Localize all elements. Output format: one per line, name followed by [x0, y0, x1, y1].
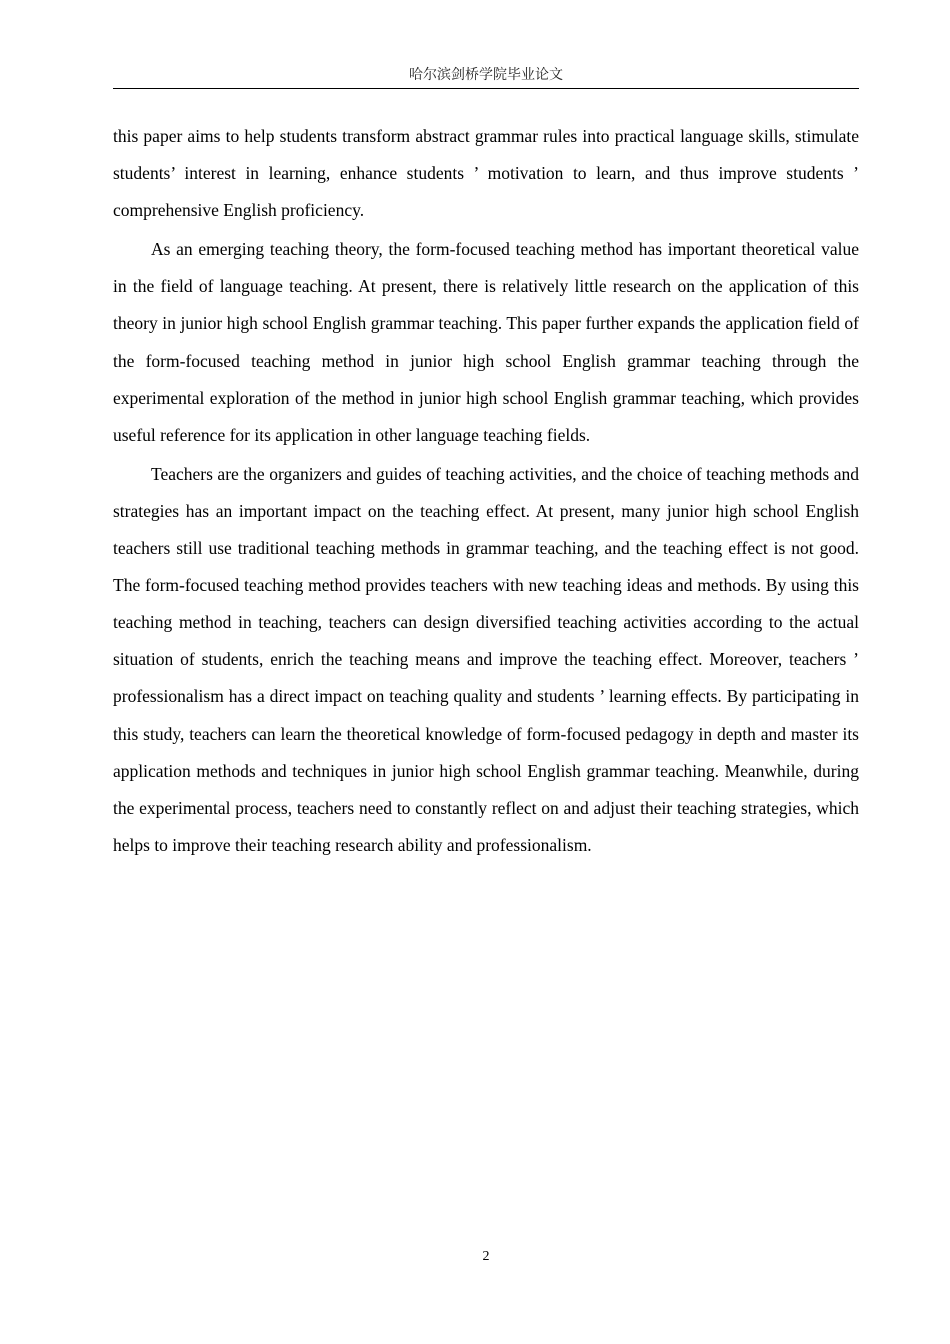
running-header-title: 哈尔滨剑桥学院毕业论文 [409, 67, 563, 83]
paragraph-teacher-impact: Teachers are the organizers and guides of teaching activities, and the choice of teaching methods and strategies has an important impact on the teaching effect. At present, many junior high school English teachers still use traditional teaching methods in grammar teaching, and the teaching effect is not good. The form-focused teaching method provides teachers with new teaching ideas and methods. By using this teaching method in teaching, teachers can design diversified teaching activities according to the actual situation of students, enrich the teaching means and improve the teaching effect. Moreover, teachers ’ professionalism has a direct impact on teaching quality and students ’ learning effects. By participating in this study, teachers can learn the theoretical knowledge of form-focused pedagogy in depth and master its application methods and techniques in junior high school English grammar teaching. Meanwhile, during the experimental process, teachers need to constantly reflect on and adjust their teaching strategies, which helps to improve their teaching research ability and professionalism. [113, 463, 859, 855]
page-number: 2 [482, 1249, 490, 1264]
paragraph-theoretical-value: As an emerging teaching theory, the form-focused teaching method has important theoretical value in the field of language teaching. At present, there is relatively little research on the application of this theory in junior high school English grammar teaching. This paper further expands the application field of the form-focused teaching method in junior high school English grammar teaching through the experimental exploration of the method in junior high school English grammar teaching, which provides useful reference for its application in other language teaching fields. [113, 239, 859, 445]
paragraph-continuation: this paper aims to help students transform abstract grammar rules into practical language skills, stimulate students’ interest in learning, enhance students ’ motivation to learn, and thus improve students ’ comprehensive English proficiency. [113, 126, 859, 221]
header-divider [113, 88, 859, 89]
body-text [113, 118, 859, 864]
